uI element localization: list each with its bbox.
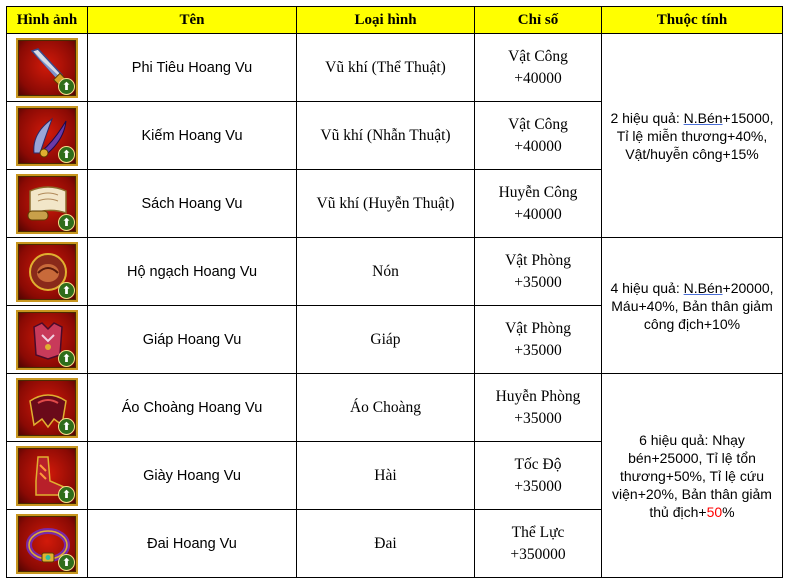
item-name: Đai Hoang Vu — [88, 510, 297, 578]
stat-label: Huyễn Phòng — [495, 387, 581, 405]
image-cell — [7, 102, 88, 170]
stat-value: +35000 — [514, 273, 562, 291]
item-name: Hộ ngạch Hoang Vu — [88, 238, 297, 306]
table-row — [7, 374, 783, 442]
image-cell — [7, 306, 88, 374]
item-type: Vũ khí (Nhẫn Thuật) — [297, 102, 475, 170]
image-cell — [7, 170, 88, 238]
stat-label: Huyễn Công — [498, 183, 578, 201]
image-cell — [7, 34, 88, 102]
bonus-text: Tỉ lệ miễn thương+40%, — [616, 127, 768, 144]
image-cell — [7, 442, 88, 510]
bonus-text: 4 hiệu quả: — [610, 279, 684, 296]
headband-icon — [16, 242, 78, 302]
image-cell — [7, 238, 88, 306]
set-bonus-6 — [602, 374, 783, 578]
header-stat: Chỉ số — [475, 7, 602, 34]
item-type: Vũ khí (Huyễn Thuật) — [297, 170, 475, 238]
stat-value: +35000 — [514, 477, 562, 495]
bonus-text: thương+50%, Tỉ lệ cứu — [619, 467, 765, 484]
bonus-text: Vật/huyễn công+15% — [625, 145, 759, 162]
upgrade-arrow-icon: ⬆ — [58, 418, 75, 435]
bonus-text: % — [722, 503, 735, 520]
item-type: Giáp — [297, 306, 475, 374]
item-stat — [475, 170, 602, 238]
upgrade-arrow-icon: ⬆ — [58, 282, 75, 299]
bonus-link-text: N.Bén — [683, 109, 723, 126]
item-stat — [475, 510, 602, 578]
upgrade-arrow-icon: ⬆ — [58, 214, 75, 231]
header-type: Loại hình — [297, 7, 475, 34]
item-name: Áo Choàng Hoang Vu — [88, 374, 297, 442]
item-name: Giày Hoang Vu — [88, 442, 297, 510]
bonus-link-text: N.Bén — [683, 279, 723, 296]
scroll-book-icon — [16, 174, 78, 234]
table-header-row — [7, 7, 783, 34]
boots-icon — [16, 446, 78, 506]
bonus-text: công địch+10% — [643, 315, 741, 332]
upgrade-arrow-icon: ⬆ — [58, 554, 75, 571]
item-stat — [475, 102, 602, 170]
equipment-set-table — [6, 6, 783, 578]
item-type: Vũ khí (Thể Thuật) — [297, 34, 475, 102]
stat-label: Thể Lực — [511, 523, 565, 541]
item-stat — [475, 442, 602, 510]
stat-label: Vật Công — [508, 115, 568, 133]
stat-label: Vật Công — [508, 47, 568, 65]
stat-value: +40000 — [514, 69, 562, 87]
bonus-text: 2 hiệu quả: — [610, 109, 684, 126]
stat-label: Vật Phòng — [505, 251, 571, 269]
belt-icon — [16, 514, 78, 574]
item-type: Hài — [297, 442, 475, 510]
header-image: Hình ảnh — [7, 7, 88, 34]
stat-value: +35000 — [514, 409, 562, 427]
stat-value: +40000 — [514, 137, 562, 155]
bonus-text: 6 hiệu quả: Nhạy — [639, 431, 745, 448]
item-stat — [475, 34, 602, 102]
item-stat — [475, 374, 602, 442]
item-name: Giáp Hoang Vu — [88, 306, 297, 374]
table-row — [7, 34, 783, 102]
cloak-icon — [16, 378, 78, 438]
upgrade-arrow-icon: ⬆ — [58, 350, 75, 367]
set-bonus-2 — [602, 34, 783, 238]
bonus-text: Máu+40%, Bản thân giảm — [611, 297, 773, 314]
bonus-text: +15000, — [722, 109, 774, 126]
header-attribute: Thuộc tính — [602, 7, 783, 34]
stat-label: Tốc Độ — [514, 455, 562, 473]
item-stat — [475, 238, 602, 306]
upgrade-arrow-icon: ⬆ — [58, 486, 75, 503]
table-row — [7, 238, 783, 306]
item-stat — [475, 306, 602, 374]
bonus-text: bén+25000, Tỉ lệ tổn — [628, 449, 756, 466]
upgrade-arrow-icon: ⬆ — [58, 78, 75, 95]
bonus-text: viện+20%, Bản thân giảm — [612, 485, 772, 502]
armor-icon — [16, 310, 78, 370]
bonus-text: +20000, — [722, 279, 774, 296]
image-cell — [7, 374, 88, 442]
stat-value: +350000 — [510, 545, 566, 563]
header-name: Tên — [88, 7, 297, 34]
upgrade-arrow-icon: ⬆ — [58, 146, 75, 163]
stat-value: +40000 — [514, 205, 562, 223]
stat-label: Vật Phòng — [505, 319, 571, 337]
image-cell — [7, 510, 88, 578]
item-name: Phi Tiêu Hoang Vu — [88, 34, 297, 102]
item-type: Áo Choàng — [297, 374, 475, 442]
item-type: Nón — [297, 238, 475, 306]
item-name: Kiếm Hoang Vu — [88, 102, 297, 170]
set-bonus-4 — [602, 238, 783, 374]
bonus-highlight-value: 50 — [706, 503, 723, 520]
sword-icon — [16, 106, 78, 166]
bonus-text: thủ địch+ — [649, 503, 707, 520]
item-name: Sách Hoang Vu — [88, 170, 297, 238]
item-type: Đai — [297, 510, 475, 578]
throwing-dart-icon — [16, 38, 78, 98]
stat-value: +35000 — [514, 341, 562, 359]
